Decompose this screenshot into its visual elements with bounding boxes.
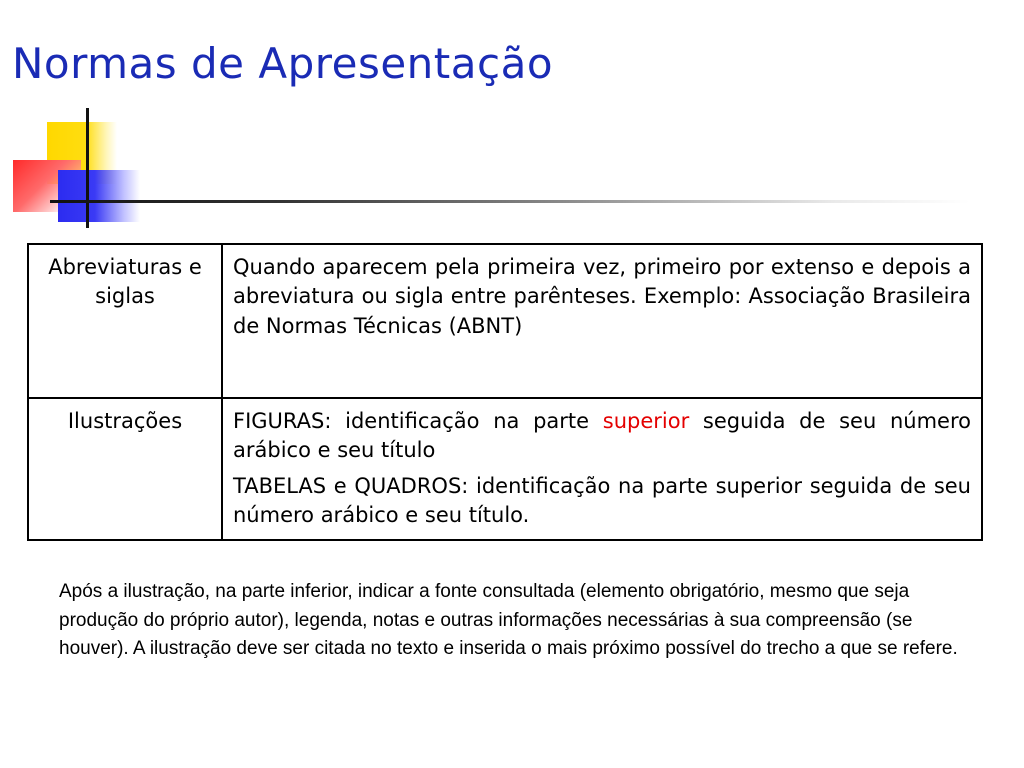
tabelas-description: TABELAS e QUADROS: identificação na parte superior seguida de seu número arábico e seu título. [233, 473, 971, 528]
row-content-abreviaturas [222, 244, 982, 398]
row-label-abreviaturas: Abreviaturas e siglas [28, 244, 222, 398]
figuras-description [233, 407, 971, 466]
abreviaturas-description: Quando aparecem pela primeira vez, primeiro por extenso e depois a abreviatura ou sigla entre parênteses. Exemplo: Associação Brasileira de Normas Técnicas (ABNT) [233, 255, 971, 338]
figuras-highlight: superior [602, 409, 690, 433]
figuras-text-start: FIGURAS: identificação na parte [233, 409, 603, 433]
title-decoration [0, 108, 1024, 230]
decor-blue-square [58, 170, 140, 222]
row-content-ilustracoes [222, 398, 982, 540]
decor-horizontal-rule [50, 200, 970, 203]
table-row [28, 244, 982, 398]
norms-table [27, 243, 983, 541]
figuras-text-end: seguida de seu número arábico e seu título [233, 409, 971, 463]
table-row [28, 398, 982, 540]
row-label-ilustracoes: Ilustrações [28, 398, 222, 540]
illustration-note: Após a ilustração, na parte inferior, indicar a fonte consultada (elemento obrigatório, mesmo que seja produção do próprio autor), legenda, notas e outras informações necessárias à sua compreensão (se houver). A ilustração deve ser citada no texto e inserida o mais próximo possível do trecho a que se refere. [59, 581, 958, 659]
decor-vertical-line [86, 108, 89, 228]
slide-title: Normas de Apresentação [12, 39, 554, 88]
